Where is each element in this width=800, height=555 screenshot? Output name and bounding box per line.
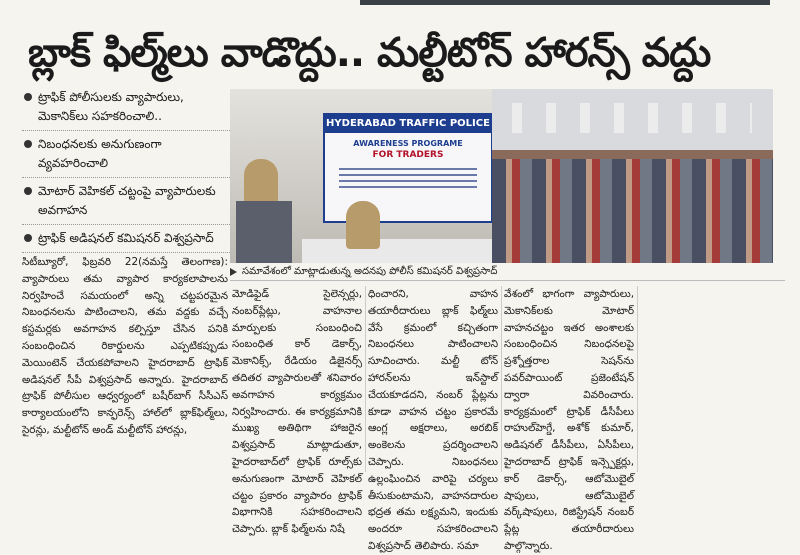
banner-subtitle-traders: FOR TRADERS bbox=[372, 150, 444, 160]
bullet-text: నిబంధనలకు అనుగుణంగా వ్యవహరించాలి bbox=[38, 137, 162, 170]
stage-photo bbox=[230, 89, 492, 263]
headline: బ్లాక్ ఫిల్మ్‌లు వాడొద్దు.. మల్టీటోన్ హారన్స్ వద్దు bbox=[28, 30, 711, 76]
audience-photo bbox=[492, 89, 773, 263]
bullet-item bbox=[22, 88, 230, 131]
article-column-3 bbox=[368, 286, 498, 552]
article-text: మోడిఫైడ్ సైలెన్సర్లు, నంబర్‌ప్లేట్లు, వాహనాల మార్పులకు సంబంధించి సంబంధిత కార్ డెకార్స్, మెకానిక్స్, రేడియం డిజైనర్స్ తదితర వ్యాపారులతో శనివారం అవగాహన కార్యక్రమం నిర్వహించారు. ఈ కార్యక్రమానికి ముఖ్య అతిథిగా హాజరైన విశ్వప్రసాద్ మాట్లాడుతూ, హైదరాబాద్‌లో ట్రాఫిక్ రూల్స్‌కు అనుగుణంగా మోటార్ వెహికల్ చట్టం ప్రకారం వ్యాపారం ట్రాఫిక్ విభాగానికి సహకరించాలని చెప్పారు. బ్లాక్ ఫిల్మ్‌లను నిషే bbox=[232, 288, 362, 536]
bullet-item bbox=[22, 229, 230, 253]
column-divider bbox=[365, 286, 366, 472]
officer-seated bbox=[346, 201, 380, 249]
banner-text-lines bbox=[339, 168, 477, 190]
bullet-list bbox=[22, 88, 230, 257]
article-column-1 bbox=[22, 254, 228, 476]
article-text: వేశంలో భాగంగా వ్యాపారులు, మెకానిక్‌లకు మోటార్ వాహనచట్టం ఇతర అంశాలకు సంబంధించిన నిబంధనలపై ప్రశ్నోత్తరాల సెషన్‌ను పవర్‌పాయింట్ ప్రజెంటేషన్ ద్వారా వివరించారు. కార్యక్రమంలో ట్రాఫిక్ డీసీపీలు రాహుల్‌హెగ్డే, అశోక్ కుమార్, అడిషనల్ డీసీపీలు, ఏసీపీలు, హైదరాబాద్ ట్రాఫిక్ ఇన్స్పెక్టర్లు, కార్ డెకార్స్, ఆటోమొబైల్ షాపులు, ఆటోమొబైల్ వర్క్‌షాపులు, రిజిస్ట్రేషన్ నంబర్ ప్లేట్ల తయారీదారులు పాల్గొన్నారు. bbox=[504, 288, 634, 552]
photo-caption: సమావేశంలో మాట్లాడుతున్న అదనపు పోలీస్ కమిషనర్ విశ్వప్రసాద్ bbox=[230, 264, 785, 281]
bullet-dot-icon bbox=[24, 93, 32, 101]
bullet-dot-icon bbox=[24, 140, 32, 148]
podium bbox=[236, 201, 292, 263]
banner-title: HYDERABAD TRAFFIC POLICE bbox=[325, 115, 491, 133]
column-divider bbox=[501, 286, 502, 472]
article-text: ధించారని, వాహన తయారీదారులు బ్లాక్ ఫిల్మ్‌లు వేసే క్రమంలో కచ్చితంగా నిబంధనలు పాటించాలని సూచించారు. మల్టీ టోన్ హారన్‌లను ఇన్‌స్టాల్ చేయకూడదని, నంబర్ ప్లేట్లను కూడా వాహన చట్టం ప్రకారమే ఆంగ్ల అక్షరాలు, అరబిక్ అంకెలను ప్రదర్శించాలని చెప్పారు. నిబంధనలు ఉల్లంఘించిన వారిపై చర్యలు తీసుకుంటామని, వాహనదారుల భద్రత తమ లక్ష్యమని, ఇందుకు అందరూ సహకరించాలని విశ్వప్రసాద్ తెలిపారు. సమా bbox=[368, 288, 498, 552]
article-column-2 bbox=[232, 286, 362, 536]
officer-speaking bbox=[244, 159, 278, 205]
bullet-dot-icon bbox=[24, 234, 32, 242]
article-column-4 bbox=[504, 286, 634, 552]
audience-rows bbox=[492, 159, 773, 263]
banner-subtitle: AWARENESS PROGRAME bbox=[353, 139, 463, 148]
column-divider bbox=[637, 286, 638, 472]
top-bar bbox=[360, 0, 770, 5]
bullet-text: ట్రాఫిక్ అడిషనల్ కమిషనర్ విశ్వప్రసాద్ bbox=[38, 231, 214, 245]
bullet-item bbox=[22, 182, 230, 225]
stage-table bbox=[302, 239, 492, 263]
bullet-text: ట్రాఫిక్ పోలీసులకు వ్యాపారులు, మెకానిక్‌లు సహకరించాలి.. bbox=[38, 90, 184, 123]
bullet-item bbox=[22, 135, 230, 178]
article-text: సిటీబ్యూరో, ఫిబ్రవరి 22(నమస్తే తెలంగాణ): వ్యాపారులు తమ వ్యాపార కార్యకలాపాలను నిర్వహించే సమయంలో అన్ని చట్టపరమైన నిబంధనలను పాటించాలని, తమ వద్దకు వచ్చే కస్టమర్లకు అవగాహన కల్పిస్తూ చేసిన పనికి సంబంధించిన రికార్డులను ఎప్పటికప్పుడు మెయింటెన్ చేయకపోవాలని హైదరాబాద్ ట్రాఫిక్ అడిషనల్ సీపీ విశ్వప్రసాద్ అన్నారు. హైదరాబాద్ ట్రాఫిక్ పోలీసుల ఆధ్వర్యంలో బషీర్‌బాగ్ సీసీఎస్ కార్యాలయంలోని కాన్ఫరెన్స్ హాల్‌లో బ్లాక్‌ఫిల్మ్‌లు, సైరన్లు, మల్టీటోన్ అండ్ మల్టీటోన్ హారన్లు, bbox=[22, 256, 228, 436]
bullet-dot-icon bbox=[24, 187, 32, 195]
ceiling-lights bbox=[512, 103, 752, 133]
bullet-text: మోటార్ వెహికల్ చట్టంపై వ్యాపారులకు అవగాహన bbox=[38, 184, 216, 217]
